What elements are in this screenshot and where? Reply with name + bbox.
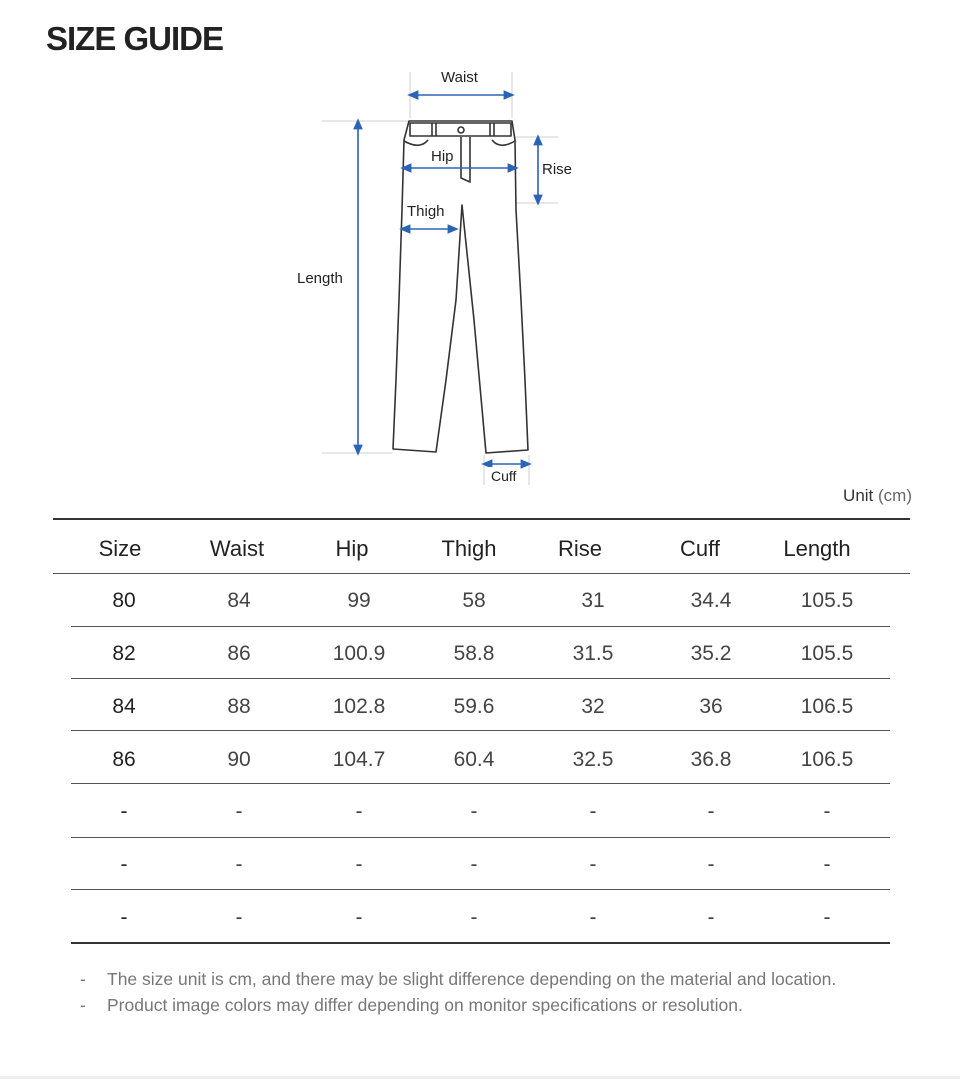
notes-list xyxy=(80,966,836,1018)
cell-length: - xyxy=(823,906,831,929)
label-length: Length xyxy=(297,270,343,287)
cell-hip: 99 xyxy=(347,589,371,612)
page-title: SIZE GUIDE xyxy=(46,20,224,57)
header-length: Length xyxy=(783,536,851,561)
cell-rise: 31 xyxy=(581,589,605,612)
cell-waist: 88 xyxy=(227,695,251,718)
cell-waist: 84 xyxy=(227,589,251,612)
header-waist: Waist xyxy=(209,536,265,561)
cell-thigh: 60.4 xyxy=(453,748,495,771)
cell-rise: 31.5 xyxy=(572,642,614,665)
cell-hip: - xyxy=(355,853,363,876)
cell-rise: 32 xyxy=(581,695,605,718)
label-thigh: Thigh xyxy=(407,203,445,220)
cell-cuff: 35.2 xyxy=(690,642,732,665)
cell-thigh: - xyxy=(470,906,478,929)
cell-size: 86 xyxy=(112,748,136,771)
cell-length: - xyxy=(823,853,831,876)
cell-cuff: 36 xyxy=(699,695,723,718)
cell-thigh: 59.6 xyxy=(453,695,495,718)
cell-hip: 102.8 xyxy=(332,695,386,718)
unit-text: Unit xyxy=(843,486,874,505)
cell-thigh: - xyxy=(470,800,478,823)
header-size: Size xyxy=(98,536,142,561)
cell-rise: - xyxy=(589,800,597,823)
row-divider xyxy=(71,730,890,731)
row-divider xyxy=(71,626,890,627)
note-dash: - xyxy=(80,968,86,989)
header-thigh: Thigh xyxy=(441,536,497,561)
label-hip: Hip xyxy=(431,148,454,165)
header-hip: Hip xyxy=(335,536,369,561)
cell-cuff: - xyxy=(707,853,715,876)
cell-hip: 104.7 xyxy=(332,748,386,771)
cell-thigh: 58.8 xyxy=(453,642,495,665)
cell-size: - xyxy=(120,800,128,823)
cell-length: 106.5 xyxy=(800,695,854,718)
note-text: Product image colors may differ depending on monitor specifications or resolution. xyxy=(107,994,743,1015)
cell-rise: - xyxy=(589,906,597,929)
cell-waist: - xyxy=(235,800,243,823)
cell-size: 84 xyxy=(112,695,136,718)
note-dash: - xyxy=(80,994,86,1015)
row-divider xyxy=(71,678,890,679)
cell-size: - xyxy=(120,853,128,876)
cell-length: - xyxy=(823,800,831,823)
cell-length: 105.5 xyxy=(800,642,854,665)
row-divider xyxy=(71,889,890,890)
pants-illustration xyxy=(0,0,960,510)
header-cuff: Cuff xyxy=(680,536,720,561)
label-cuff: Cuff xyxy=(491,468,517,484)
cell-rise: 32.5 xyxy=(572,748,614,771)
cell-length: 105.5 xyxy=(800,589,854,612)
label-waist: Waist xyxy=(441,69,478,86)
note-text: The size unit is cm, and there may be slight difference depending on the material and location. xyxy=(107,968,837,989)
unit-value: (cm) xyxy=(878,486,912,505)
table-header-rule xyxy=(53,573,910,574)
cell-waist: - xyxy=(235,906,243,929)
cell-hip: - xyxy=(355,800,363,823)
cell-cuff: 36.8 xyxy=(690,748,732,771)
cell-thigh: 58 xyxy=(462,589,486,612)
cell-hip: 100.9 xyxy=(332,642,386,665)
cell-length: 106.5 xyxy=(800,748,854,771)
table-top-rule xyxy=(53,518,910,520)
header-rise: Rise xyxy=(557,536,602,561)
cell-size: - xyxy=(120,906,128,929)
cell-rise: - xyxy=(589,853,597,876)
unit-label xyxy=(843,486,912,506)
cell-cuff: - xyxy=(707,906,715,929)
cell-waist: - xyxy=(235,853,243,876)
cell-thigh: - xyxy=(470,853,478,876)
pants-outline xyxy=(393,121,528,453)
cell-cuff: - xyxy=(707,800,715,823)
pants-diagram xyxy=(0,0,960,510)
row-divider xyxy=(71,783,890,784)
cell-size: 82 xyxy=(112,642,136,665)
cell-waist: 86 xyxy=(227,642,251,665)
note-item xyxy=(80,966,836,992)
row-divider xyxy=(71,837,890,838)
table-bottom-rule xyxy=(71,942,890,944)
cell-size: 80 xyxy=(112,589,136,612)
label-rise: Rise xyxy=(542,161,573,178)
cell-waist: 90 xyxy=(227,748,251,771)
cell-cuff: 34.4 xyxy=(690,589,732,612)
cell-hip: - xyxy=(355,906,363,929)
note-item xyxy=(80,992,836,1018)
